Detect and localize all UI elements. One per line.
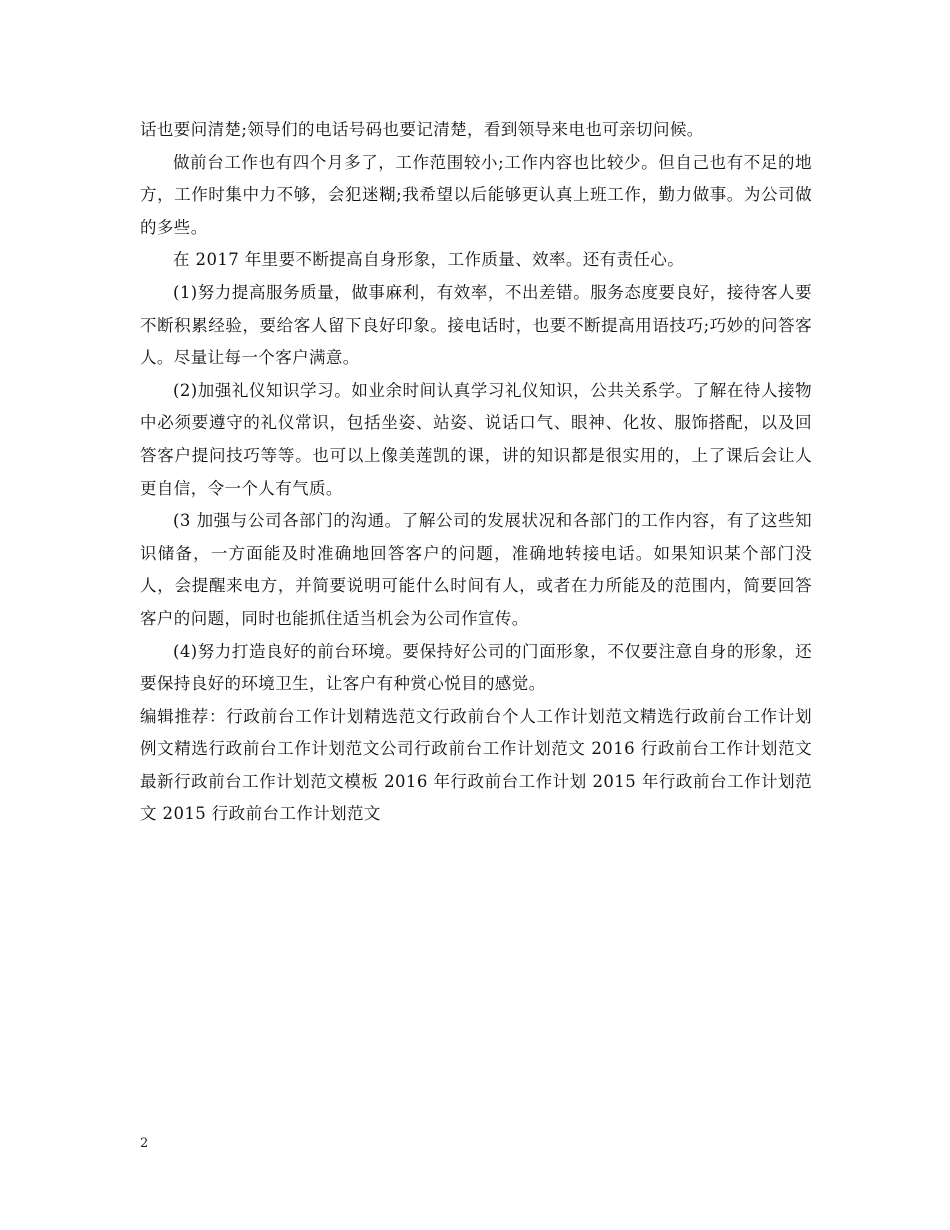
paragraph-year-goal: 在 2017 年里要不断提高自身形象，工作质量、效率。还有责任心。 bbox=[173, 250, 685, 270]
paragraph-item-3: (3 加强与公司各部门的沟通。了解公司的发展状况和各部门的工作内容，有了这些知识储备，一方面能及时准确地回答客户的问题，准确地转接电话。如果知识某个部门没人，会提醒来电方，并简要说明可能什么时间有人，或者在力所能及的范围内，简要回答客户的问题，同时也能抓住适当机会为公司作宣传。 bbox=[140, 511, 812, 628]
document-body bbox=[140, 114, 812, 831]
paragraph-continuation: 话也要问清楚;领导们的电话号码也要记清楚，看到领导来电也可亲切问候。 bbox=[140, 120, 704, 139]
paragraph-item-4: (4)努力打造良好的前台环境。要保持好公司的门面形象，不仅要注意自身的形象，还要保持良好的环境卫生，让客户有种赏心悦目的感觉。 bbox=[140, 641, 812, 694]
paragraph-editor-recommendation: 编辑推荐：行政前台工作计划精选范文行政前台个人工作计划范文精选行政前台工作计划例文精选行政前台工作计划范文公司行政前台工作计划范文 2016 行政前台工作计划范文最新行政前台工作计划范文模板 2016 年行政前台工作计划 2015 年行政前台工作计划范文 2015 行政前台工作计划范文 bbox=[140, 706, 812, 824]
paragraph-self-assessment: 做前台工作也有四个月多了，工作范围较小;工作内容也比较少。但自己也有不足的地方，工作时集中力不够，会犯迷糊;我希望以后能够更认真上班工作，勤力做事。为公司做的多些。 bbox=[140, 152, 812, 237]
paragraph-item-1: (1)努力提高服务质量，做事麻利，有效率，不出差错。服务态度要良好，接待客人要不断积累经验，要给客人留下良好印象。接电话时，也要不断提高用语技巧;巧妙的问答客人。尽量让每一个客户满意。 bbox=[140, 282, 812, 368]
paragraph-item-2: (2)加强礼仪知识学习。如业余时间认真学习礼仪知识，公共关系学。了解在待人接物中必须要遵守的礼仪常识，包括坐姿、站姿、说话口气、眼神、化妆、服饰搭配，以及回答客户提问技巧等等。也可以上像美莲凯的课，讲的知识都是很实用的，上了课后会让人更自信，令一个人有气质。 bbox=[140, 380, 812, 498]
page-number: 2 bbox=[140, 1136, 149, 1151]
